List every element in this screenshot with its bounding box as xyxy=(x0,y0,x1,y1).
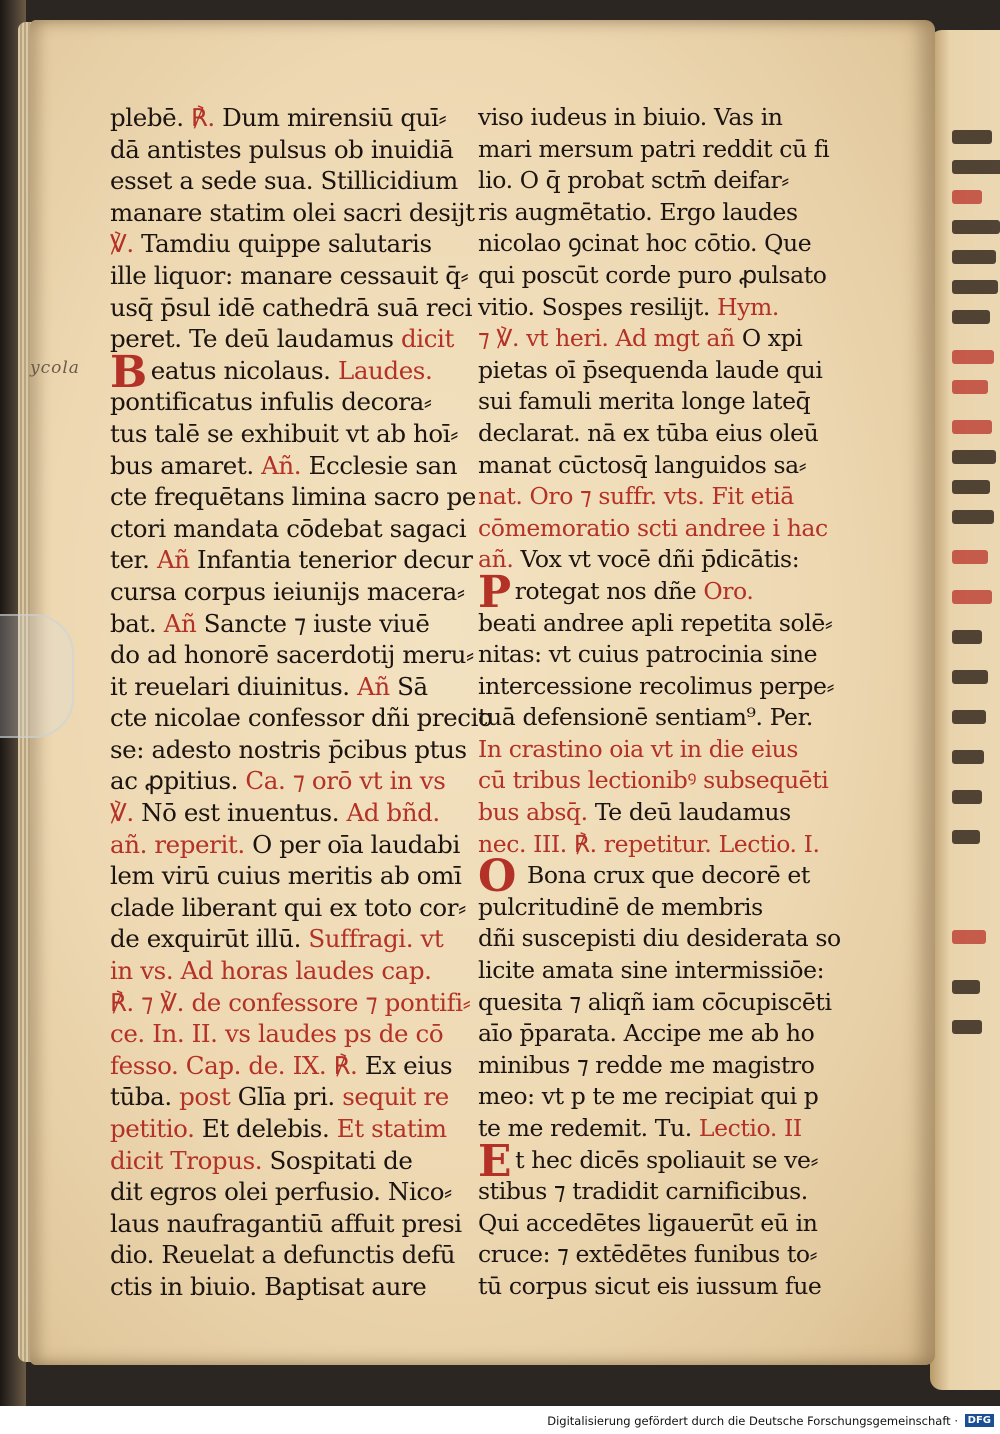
text-segment: quesita ⁊ aliqñ iam cōcupiscēti xyxy=(478,987,832,1016)
rubric-text: Et statim xyxy=(336,1114,447,1143)
text-segment: ctori mandata cōdebat sagaci xyxy=(110,513,467,543)
text-segment: Ex eius xyxy=(364,1050,453,1080)
text-segment: Nō est inuentus. xyxy=(141,798,347,828)
text-segment: ille liquor: manare cessauit q̄⸗ xyxy=(110,260,469,290)
text-line xyxy=(478,1050,850,1082)
text-line xyxy=(110,450,500,482)
text-segment: cruce: ⁊ extēdētes funibus to⸗ xyxy=(478,1240,818,1269)
text-segment: pietas oī p̄sequenda laude qui xyxy=(478,355,823,384)
text-segment: meo: vt p te me recipiat qui p xyxy=(478,1082,819,1111)
text-segment: vitio. Sospes resilijt. xyxy=(478,292,718,321)
text-segment: Infantia tenerior decur xyxy=(197,545,473,575)
rubric-text: Oro. xyxy=(703,576,754,605)
text-line xyxy=(478,987,850,1019)
dfg-logo: DFG xyxy=(965,1414,994,1427)
text-line xyxy=(110,134,500,166)
text-line xyxy=(110,386,500,418)
funding-credit: Digitalisierung gefördert durch die Deutsche Forschungsgemeinschaft · xyxy=(547,1414,958,1428)
text-line xyxy=(478,702,850,734)
text-segment: te me redemit. Tu. xyxy=(478,1114,699,1142)
text-line xyxy=(110,987,500,1019)
text-line xyxy=(478,829,850,861)
text-line xyxy=(110,323,500,355)
text-segment: Ecclesie san xyxy=(308,450,458,480)
text-line xyxy=(478,955,850,987)
text-segment: Te deū laudamus xyxy=(594,798,791,827)
text-line xyxy=(478,892,850,924)
text-line xyxy=(478,450,850,482)
left-text-column xyxy=(110,102,500,1303)
text-line xyxy=(110,639,500,671)
facing-page-edge xyxy=(930,30,1000,1390)
text-line xyxy=(478,1271,850,1303)
text-line xyxy=(110,513,500,545)
text-line xyxy=(110,1145,500,1177)
rubric-text: Añ xyxy=(163,608,204,638)
text-line xyxy=(478,481,850,513)
text-line xyxy=(110,1208,500,1240)
text-segment: O per oīa laudabi xyxy=(252,829,460,859)
text-segment: peret. Te deū laudamus xyxy=(110,324,401,354)
text-line xyxy=(110,671,500,703)
text-segment: dñi suscepisti diu desiderata so xyxy=(478,924,841,953)
text-line xyxy=(110,1113,500,1145)
rubric-text: Suffragi. vt xyxy=(308,924,444,954)
rubric-text: Ca. ⁊ orō vt in vs xyxy=(245,766,446,796)
text-segment: lem virū cuius meritis ab omī xyxy=(110,861,462,891)
text-line xyxy=(110,765,500,797)
text-segment: intercessione recolimus perpe⸗ xyxy=(478,671,834,700)
text-segment: nitas: vt cuius patrocinia sine xyxy=(478,640,818,669)
text-segment: stibus ⁊ tradidit carnificibus. xyxy=(478,1177,808,1206)
text-line xyxy=(478,1176,850,1208)
rubric-text: añ. reperit. xyxy=(110,829,253,859)
text-line xyxy=(110,197,500,229)
text-segment: pontificatus infulis decora⸗ xyxy=(110,387,432,417)
text-line xyxy=(478,260,850,292)
text-segment: do ad honorē sacerdotij meru⸗ xyxy=(110,640,474,670)
text-segment: Sā xyxy=(397,671,428,701)
text-line xyxy=(478,197,850,229)
text-line xyxy=(478,513,850,545)
text-line xyxy=(110,923,500,955)
text-segment: Glīa pri. xyxy=(237,1082,343,1112)
rubric-text: ce. In. II. vs laudes ps de cō xyxy=(110,1019,444,1049)
text-segment: Tamdiu quippe salutaris xyxy=(141,229,432,259)
text-segment: nicolao ꝯcinat hoc cōtio. Que xyxy=(478,229,812,258)
text-line xyxy=(478,1208,850,1240)
text-line xyxy=(478,386,850,418)
text-segment: Vox vt vocē dñi p̄dicātis: xyxy=(520,545,800,574)
text-line xyxy=(110,292,500,324)
text-line xyxy=(478,608,850,640)
text-line xyxy=(110,702,500,734)
text-line xyxy=(110,955,500,987)
text-segment: minibus ⁊ redde me magistro xyxy=(478,1050,815,1079)
rubric-text: In crastino oia vt in die eius xyxy=(478,734,799,763)
text-segment: se: adesto nostris p̄cibus ptus xyxy=(110,734,467,764)
text-line xyxy=(478,671,850,703)
text-line xyxy=(478,1018,850,1050)
text-segment: ris augmētatio. Ergo laudes xyxy=(478,197,798,226)
text-line xyxy=(478,566,850,618)
text-segment: manare statim olei sacri desijt xyxy=(110,197,475,227)
text-line xyxy=(478,765,850,797)
text-line xyxy=(110,1239,500,1271)
footer-bar xyxy=(0,1406,1000,1434)
initial-letter: P xyxy=(478,566,511,618)
rubric-text: nat. Oro ⁊ suffr. vts. Fit etiā xyxy=(478,482,794,511)
text-line xyxy=(110,734,500,766)
text-segment: laus naufragantiū affuit presi xyxy=(110,1208,462,1238)
rubric-text: Lectio. II xyxy=(698,1114,802,1142)
text-segment: clade liberant qui ex toto cor⸗ xyxy=(110,892,466,922)
text-line xyxy=(478,418,850,450)
text-line xyxy=(478,323,850,355)
text-line xyxy=(110,576,500,608)
text-line xyxy=(110,481,500,513)
page-clip xyxy=(0,614,74,738)
rubric-text: dicit xyxy=(400,324,454,354)
text-line xyxy=(110,260,500,292)
text-line xyxy=(478,734,850,766)
text-line xyxy=(110,1081,500,1113)
text-segment: tuā defensionē sentiam⁹. Per. xyxy=(478,703,813,732)
text-segment: eatus nicolaus. xyxy=(150,355,338,385)
rubric-text: Laudes. xyxy=(337,355,433,385)
text-segment: cte nicolae confessor dñi precio xyxy=(110,703,493,733)
text-segment: ctis in biuio. Baptisat aure xyxy=(110,1271,427,1301)
text-segment: lio. O q̄ probat sctm̄ deifar⸗ xyxy=(478,166,789,195)
text-segment: bus amaret. xyxy=(110,450,262,480)
rubric-text: fesso. Cap. de. IX. ℟. xyxy=(110,1050,365,1080)
text-line xyxy=(478,639,850,671)
text-segment: rotegat nos dñe xyxy=(514,576,704,605)
text-line xyxy=(110,228,500,260)
right-text-column xyxy=(478,102,850,1303)
text-line xyxy=(478,797,850,829)
rubric-text: Ad bñd. xyxy=(346,798,440,828)
text-segment: licite amata sine intermissiōe: xyxy=(478,956,825,985)
text-segment: Sancte ⁊ iuste viuē xyxy=(203,608,430,638)
text-segment: declarat. nā ex tūba eius oleū xyxy=(478,418,819,447)
text-segment: tū corpus sicut eis iussum fue xyxy=(478,1271,822,1300)
text-line xyxy=(110,165,500,197)
text-segment: esset a sede sua. Stillicidium xyxy=(110,166,458,196)
text-line xyxy=(110,1050,500,1082)
rubric-text: ℣. xyxy=(110,229,142,259)
text-line xyxy=(478,1239,850,1271)
rubric-text: nec. III. ℟. repetitur. Lectio. I. xyxy=(478,829,820,858)
rubric-text: dicit Tropus. xyxy=(110,1145,270,1175)
text-segment: usq̄ p̄sul idē cathedrā suā reci xyxy=(110,292,473,322)
text-line xyxy=(478,923,850,955)
text-line xyxy=(478,355,850,387)
text-segment: ter. xyxy=(110,545,157,575)
text-segment: tūba. xyxy=(110,1082,180,1112)
text-segment: plebē. xyxy=(110,103,191,132)
text-segment: it reuelari diuinitus. xyxy=(110,671,358,701)
text-segment: O xpi xyxy=(741,324,803,353)
text-segment: Sospitati de xyxy=(269,1145,413,1175)
text-segment: cursa corpus ieiunijs macera⸗ xyxy=(110,576,465,606)
text-line xyxy=(110,608,500,640)
text-segment: qui poscūt corde puro ꝓulsato xyxy=(478,260,827,289)
text-line xyxy=(110,1176,500,1208)
text-segment: Et delebis. xyxy=(201,1114,337,1143)
text-line xyxy=(110,860,500,892)
text-segment: cte frequētans limina sacro pe xyxy=(110,482,476,512)
rubric-text: cū tribus lectionibꝰ subsequēti xyxy=(478,766,829,795)
text-line xyxy=(478,165,850,197)
text-line xyxy=(478,1081,850,1113)
text-segment: manat cūctosq̄ languidos sa⸗ xyxy=(478,450,807,479)
rubric-text: sequit re xyxy=(342,1082,449,1112)
initial-letter: B xyxy=(110,346,147,398)
text-line xyxy=(110,418,500,450)
text-line xyxy=(478,1135,850,1187)
rubric-text: ℟. xyxy=(190,103,223,132)
text-line xyxy=(110,829,500,861)
text-line xyxy=(478,544,850,576)
rubric-text: añ. xyxy=(478,545,521,574)
text-line xyxy=(478,1113,850,1145)
text-segment: t hec dicēs spoliauit se ve⸗ xyxy=(515,1145,818,1174)
text-line xyxy=(478,134,850,166)
text-line xyxy=(478,292,850,324)
rubric-text: post xyxy=(179,1082,238,1112)
text-segment: ac ꝓpitius. xyxy=(110,766,246,796)
rubric-text: ℣. xyxy=(110,798,142,828)
marginal-note: ycola xyxy=(30,358,80,378)
text-line xyxy=(110,1018,500,1050)
rubric-text: petitio. xyxy=(110,1114,202,1143)
text-segment: dit egros olei perfusio. Nico⸗ xyxy=(110,1177,452,1207)
initial-letter: O xyxy=(478,851,516,903)
rubric-text: ℟. ⁊ ℣. de confessore ⁊ pontifi⸗ xyxy=(110,987,471,1017)
text-line xyxy=(478,851,850,903)
text-segment: bat. xyxy=(110,608,164,638)
rubric-text: in vs. Ad horas laudes cap. xyxy=(110,956,432,986)
rubric-text: bus absq̄. xyxy=(478,798,595,827)
text-line xyxy=(110,1271,500,1303)
text-line xyxy=(110,102,500,134)
text-segment: de exquirūt illū. xyxy=(110,924,309,954)
text-line xyxy=(478,102,850,134)
text-segment: aīo p̄parata. Accipe me ab ho xyxy=(478,1019,815,1048)
rubric-text: Añ xyxy=(156,545,198,575)
text-segment: dā antistes pulsus ob inuidiā xyxy=(110,134,454,164)
text-segment: viso iudeus in biuio. Vas in xyxy=(478,103,783,131)
rubric-text: ⁊ ℣. vt heri. Ad mgt añ xyxy=(478,324,742,353)
rubric-text: cōmemoratio scti andree i hac xyxy=(478,513,828,542)
text-segment: sui famuli merita longe lateq̄ xyxy=(478,387,811,416)
text-segment: pulcritudinē de membris xyxy=(478,892,763,921)
text-segment: tus talē se exhibuit vt ab hoī⸗ xyxy=(110,418,458,448)
text-line xyxy=(110,346,500,398)
text-segment: Qui accedētes ligauerūt eū in xyxy=(478,1208,818,1237)
text-segment: beati andree apli repetita solē⸗ xyxy=(478,608,833,637)
rubric-text: Añ. xyxy=(261,450,309,480)
text-segment: mari mersum patri reddit cū fi xyxy=(478,134,830,163)
text-line xyxy=(110,797,500,829)
rubric-text: Hym. xyxy=(717,292,779,321)
text-segment: Dum mirensiū quī⸗ xyxy=(222,103,447,132)
rubric-text: Añ xyxy=(357,671,398,701)
text-segment: Bona crux que decorē et xyxy=(519,861,810,890)
text-segment: dio. Reuelat a defunctis defū xyxy=(110,1240,456,1270)
initial-letter: E xyxy=(478,1135,512,1187)
text-line xyxy=(478,228,850,260)
text-line xyxy=(110,544,500,576)
text-line xyxy=(110,892,500,924)
